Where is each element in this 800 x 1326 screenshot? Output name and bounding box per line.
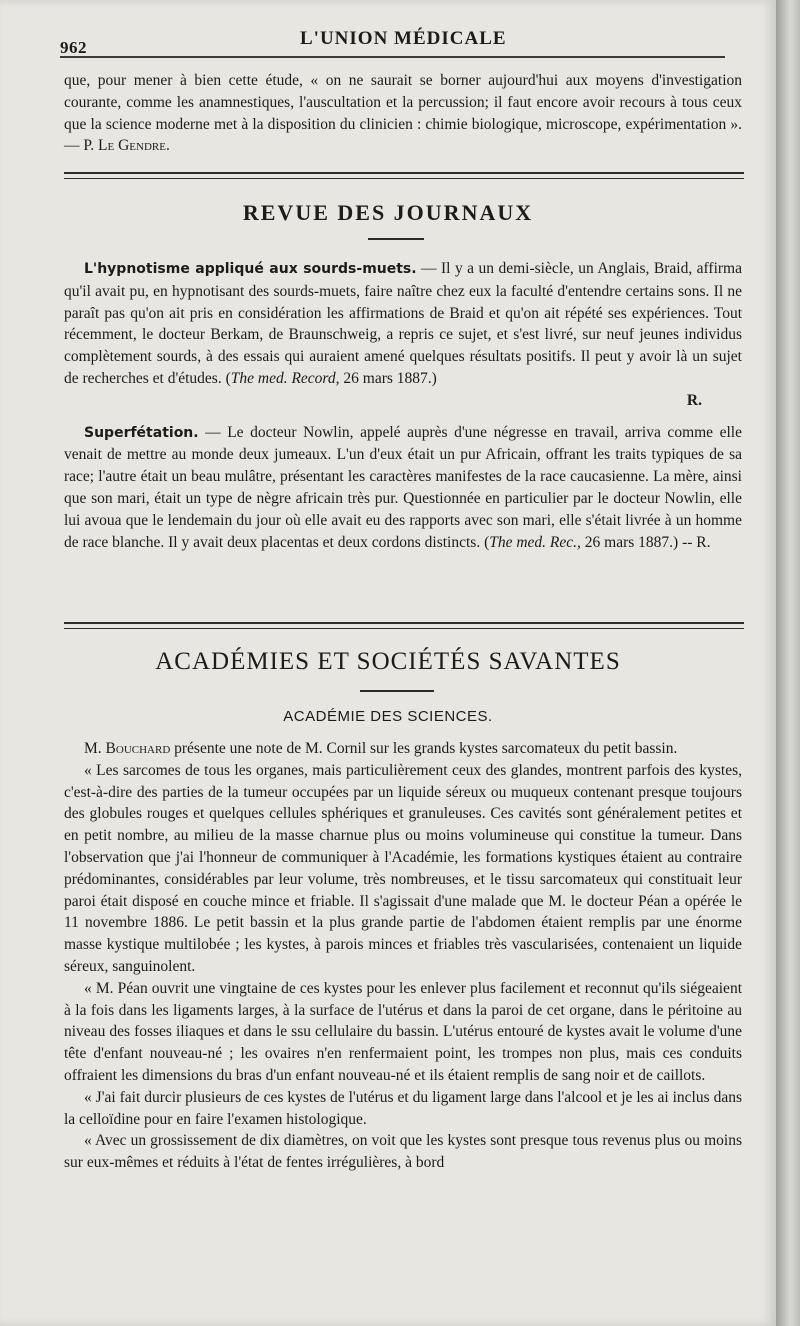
paragraph: « Avec un grossissement de dix diamètres, on voit que les kystes sont presque tous revenus plus ou moins sur eux-mêmes et réduits à l'état de fentes irrégulières, à bord <box>64 1132 742 1172</box>
article-hypnotisme-lead: L'hypnotisme appliqué aux sourds-muets. <box>84 261 417 277</box>
header-rule <box>60 56 725 58</box>
revue-body <box>64 258 742 553</box>
title-underline <box>368 238 424 240</box>
revue-title: REVUE DES JOURNAUX <box>242 200 534 225</box>
running-title: L'UNION MÉDICALE <box>300 28 507 49</box>
article-hypnotisme-source: The med. Record, <box>230 369 340 387</box>
author-name: M. Bouchard <box>84 740 171 757</box>
title-underline <box>360 690 434 692</box>
article-hypnotisme-initial: R. <box>686 391 702 409</box>
section-divider <box>64 622 744 629</box>
academies-body <box>64 738 742 1174</box>
page-number: 962 <box>60 38 87 57</box>
academies-subtitle: ACADÉMIE DES SCIENCES. <box>283 708 493 725</box>
article-superfetation-lead: Superfétation. <box>84 424 199 441</box>
article-hypnotisme <box>64 258 742 390</box>
article-superfetation-body: — Le docteur Nowlin, appelé auprès d'une négresse en travail, arriva comme elle venait de mettre au monde deux jumeaux. L'un d'eux était un pur Africain, offrant les traits typiques de sa race; l'autre était un beau mulâtre, présentant les caractères manifestes de la race caucasienne. La mère, ainsi que son mari, était un type de nègre africain très pur. Questionnée en particulier par le docteur Nowlin, elle lui avoua que le lendemain du jour où elle avait eu des rapports avec son mari, elle s'était livrée à un homme de race blanche. Il y avait deux placentas et deux cordons distincts. ( <box>64 423 742 551</box>
article-superfetation <box>64 422 742 554</box>
academies-title: ACADÉMIES ET SOCIÉTÉS SAVANTES <box>155 648 621 675</box>
paragraph: « J'ai fait durcir plusieurs de ces kystes de l'utérus et du ligament large dans l'alcool et je les ai inclus dans la celloïdine pour en faire l'examen histologique. <box>64 1088 742 1128</box>
intro-signature: P. Le Gendre. <box>83 137 170 155</box>
article-superfetation-tail: 26 mars 1887.) -- R. <box>580 533 711 551</box>
article-hypnotisme-body: — Il y a un demi-siècle, un Anglais, Braid, affirma qu'il avait pu, en hypnotisant des sourds-muets, faire naître chez eux la faculté d'entendre certains sons. Il ne paraît pas qu'on ait pris en considération les affirmations de Braid et qu'on ait répété ses expériences. Tout récemment, le docteur Berkam, de Braunschweig, a repris ce sujet, et s'est livré, sur neuf jeunes individus complètement sourds, à des essais qui auraient amené quelques résultats positifs. Il peut y avoir là un sujet de recherches et d'études. ( <box>64 260 742 387</box>
intro-paragraph <box>64 70 742 157</box>
paragraph-intro <box>64 738 742 760</box>
article-superfetation-source: The med. Rec., <box>489 533 581 551</box>
intro-text: que, pour mener à bien cette étude, « on ne saurait se borner aujourd'hui aux moyens d'investigation courante, comme les anamnestiques, l'auscultation et la percussion; il faut encore avoir recours à tous ceux que la science moderne met à la disposition du clinicien : chimie biologique, microscope, expérimentation ». — <box>64 72 742 155</box>
paragraph: « M. Péan ouvrit une vingtaine de ces kystes pour les enlever plus facilement et reconnut qu'ils siégeaient à la fois dans les ligaments larges, à la surface de l'utérus et dans la paroi de cet organe, dans le péritoine au niveau des fosses iliaques et dans le ssu cellulaire du bassin. L'utérus entouré de kystes avait le volume d'une tête d'enfant nouveau-né ; les ovaires n'en renfermaient point, les trompes non plus, mais ces conduits offraient les dimensions du bras d'un enfant nouveau-né et ils étaient remplis de sang noir et de caillots. <box>64 979 742 1084</box>
paragraph: « Les sarcomes de tous les organes, mais particulièrement ceux des glandes, montrent parfois des kystes, c'est-à-dire des parties de la tumeur occupées par un liquide séreux ou muqueux contenant presque toujours des globules rouges et quelques cellules sphériques et granuleuses. Ces cavités sont généralement petites et en petit nombre, au milieu de la masse charnue plus ou moins volumineuse qui constitue la tumeur. Dans l'observation que j'ai l'honneur de communiquer à l'Académie, les formations kystiques étaient au contraire prédominantes, considérables par leur volume, très nombreuses, et le tissu sarcomateux qui constituait leur paroi était disposé en couche mince et friable. Il s'agissait d'une malade que M. le docteur Péan a opérée le 11 novembre 1886. Le petit bassin et la plus grande partie de l'abdomen étaient remplis par une énorme masse kystique multilobée ; les kystes, à parois minces et friables très vascularisées, contenaient un liquide séreux, sanguinolent. <box>64 761 742 975</box>
paragraph-intro-text: présente une note de M. Cornil sur les grands kystes sarcomateux du petit bassin. <box>170 740 678 757</box>
section-divider <box>64 172 744 179</box>
article-hypnotisme-date: 26 mars 1887.) <box>339 369 437 387</box>
book-spine <box>776 0 800 1326</box>
